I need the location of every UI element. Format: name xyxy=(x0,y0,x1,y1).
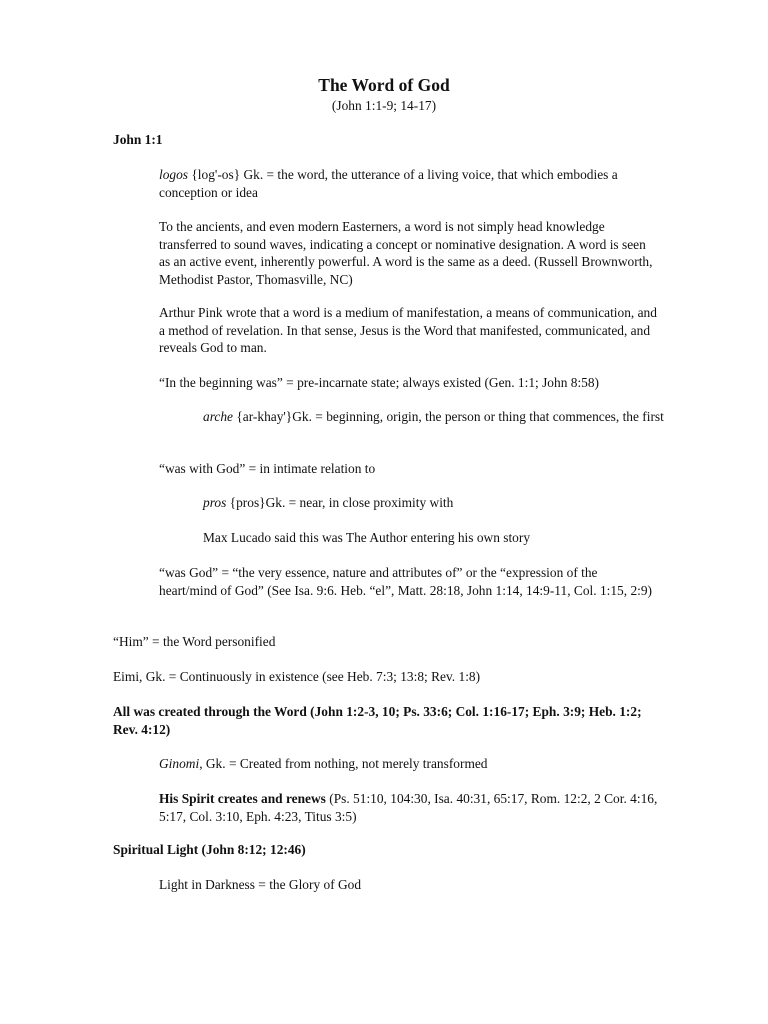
light-line: Light in Darkness = the Glory of God xyxy=(159,877,362,892)
ginomi-definition: Ginomi, Gk. = Created from nothing, not merely transformed xyxy=(159,756,488,771)
created-heading: All was created through the Word (John 1:2-3, 10; Ps. 33:6; Col. 1:16-17; Eph. 3:9; Heb. 1:2; Rev. 4:12) xyxy=(113,704,642,737)
ginomi-term: Ginomi xyxy=(159,756,200,771)
spirit-bold: His Spirit creates and renews xyxy=(159,791,326,806)
pink-paragraph: Arthur Pink wrote that a word is a medium of manifestation, a means of communication, and a method of revelation. In that sense, Jesus is the Word that manifested, communicated, and reveals God to man. xyxy=(159,305,657,355)
beginning-line: “In the beginning was” = pre-incarnate state; always existed (Gen. 1:1; John 8:58) xyxy=(159,375,600,390)
arche-definition: arche {ar-khay'}Gk. = beginning, origin, the person or thing that commences, the first xyxy=(203,409,664,424)
pros-definition: pros {pros}Gk. = near, in close proximity with xyxy=(203,495,454,510)
logos-definition: logos {log'-os} Gk. = the word, the utterance of a living voice, that which embodies a conception or idea xyxy=(159,167,618,200)
pros-term: pros xyxy=(203,495,227,510)
logos-term: logos xyxy=(159,167,189,182)
john11-heading: John 1:1 xyxy=(113,132,163,147)
was-god-paragraph: “was God” = “the very essence, nature and attributes of” or the “expression of the heart/mind of God” (See Isa. 9:6. Heb. “el”, Matt. 28:18, John 1:14, 14:9-11, Col. 1:15, 2:9) xyxy=(159,565,653,598)
lucado-line: Max Lucado said this was The Author entering his own story xyxy=(203,530,531,545)
light-heading: Spiritual Light (John 8:12; 12:46) xyxy=(113,842,306,857)
spirit-paragraph: His Spirit creates and renews (Ps. 51:10, 104:30, Isa. 40:31, 65:17, Rom. 12:2, 2 Cor. 4:16, 5:17, Col. 3:10, Eph. 4:23, Titus 3:5) xyxy=(159,791,658,824)
arche-term: arche xyxy=(203,409,233,424)
eimi-line: Eimi, Gk. = Continuously in existence (see Heb. 7:3; 13:8; Rev. 1:8) xyxy=(113,669,481,684)
him-line: “Him” = the Word personified xyxy=(113,634,276,649)
page-title: The Word of God xyxy=(318,75,450,95)
page-subtitle: (John 1:1-9; 14-17) xyxy=(331,98,437,113)
with-god-line: “was with God” = in intimate relation to xyxy=(159,461,376,476)
ancients-paragraph: To the ancients, and even modern Easterners, a word is not simply head knowledge transferred to sound waves, indicating a concept or nominative designation. A word is seen as an active event, inherently powerful. A word is the same as a deed. (Russell Brownworth, Methodist Pastor, Thomasville, NC) xyxy=(159,219,653,287)
